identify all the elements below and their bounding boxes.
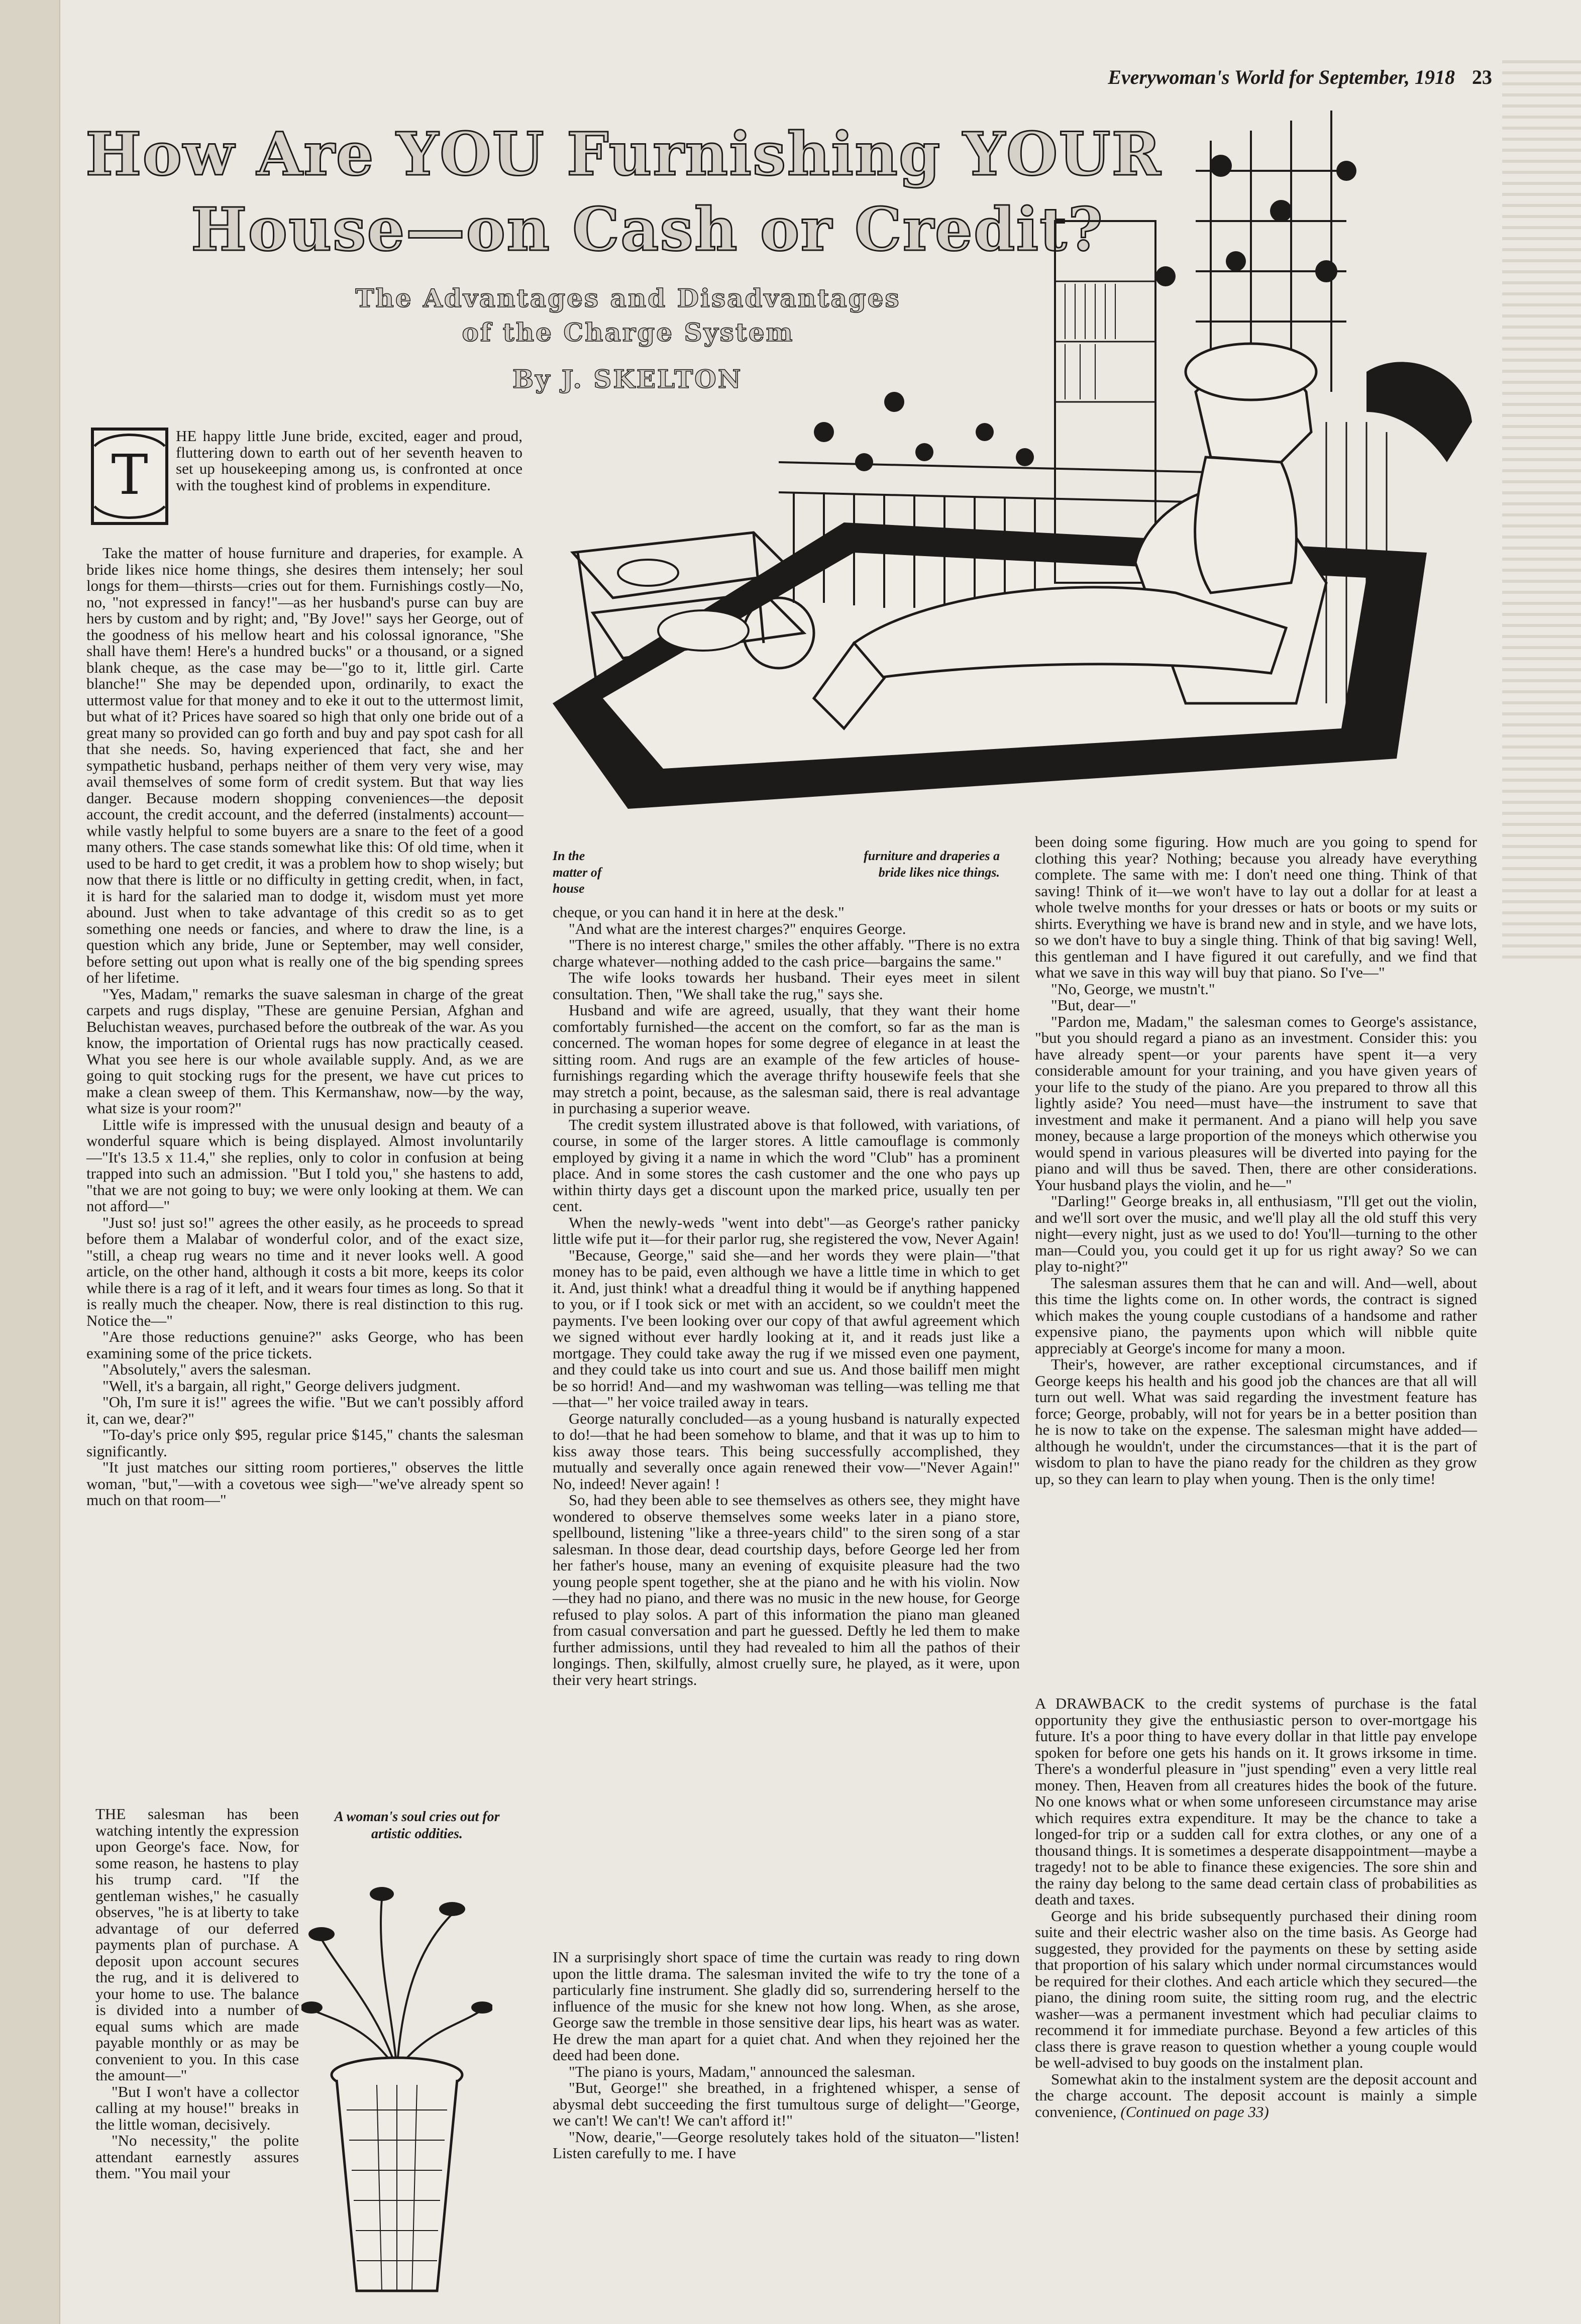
col1-paragraph: "It just matches our sitting room portieres," observes the little woman, "but,"—with a covetous wee sigh—"we've already spent so much on that room—"	[86, 1458, 523, 1509]
illustration-caption-left: In the matter of house	[553, 849, 602, 896]
col2-paragraph: cheque, or you can hand it in here at the desk."	[553, 903, 845, 921]
article-title-line-1: How Are YOU Furnishing YOUR	[85, 119, 1162, 189]
byline: By J. SKELTON	[512, 364, 743, 394]
col2-paragraph: "There is no interest charge," smiles the other affably. "There is no extra charge whatever—nothing added to the cash price—bargains the same."	[553, 936, 1020, 970]
col3-paragraph: "Darling!" George breaks in, all enthusiasm, "I'll get out the violin, and we'll sort over the music, and we'll play all the old stuff this very night—every night, just as we used to do! You'll—turning to the other man—Could you, you could get it up for us right away? So we can play to-night?"	[1035, 1192, 1477, 1275]
col3-paragraph: Their's, however, are rather exceptional circumstances, and if George keeps his health and his good job the chances are that all will turn out well. What was said regarding the investment feature has force; George, probably, will not for years be in a better position than he is now to take on the expense. The salesman might have added—although he wouldn't, under the circumstances—that it is the part of wisdom to plan to have the piano ready for the children as they grow up, so they can learn to play when young. Then is the only time!	[1035, 1355, 1477, 1488]
col3-paragraph: been doing some figuring. How much are you going to spend for clothing this year? Nothing; because you already have everything complete. The same with me: I don't need one thing. Think of that saving! Think of it—we won't have to lay out a dollar for at least a whole twelve months for your dresses or hats or boots or my suits or shirts. Everything we have is brand new and in style, and we have lots, so we don't have to buy a single thing. Think of that big saving! Well, this gentleman and I have figured it out carefully, and we find that what we save in this way will buy that piano. So I've—"	[1035, 833, 1477, 981]
col1-lower-paragraph: THE salesman has been watching intently the expression upon George's face. Now, for some reason, he hastens to play his trump card. "If the gentleman wishes," he casually observes, "he is at liberty to take advantage of our deferred payments plan of purchase. A deposit upon account secures the rug, and it is delivered to your home to use. The balance is divided into a number of equal sums which are made payable monthly or as may be convenient to you. In this case the amount—"	[95, 1805, 299, 2084]
col1-paragraph: Take the matter of house furniture and draperies, for example. A bride likes nice home things, she desires them intensely; her soul longs for them—thirsts—cries out for them. Furnishings costly—No, no, "not expressed in fancy!"—as her husband's purse can buy are hers by custom and by right; and, "By Jove!" says her George, out of the goodness of his mellow heart and his colossal ignorance, "She shall have them! Here's a hundred bucks" or a thousand, or a signed blank cheque, as the case may be—"go to it, little girl. Carte blanche!" She may be depended upon, ordinarily, to exact the uttermost value for that money and to eke it out to the uttermost limit, but what of it? Prices have soared so high that only one bride out of a great many so provided can go forth and buy and pay spot cash for all that she needs. So, having experienced that fact, she and her sympathetic husband, perhaps neither of them very very wise, may avail themselves of some form of credit system. But that way lies danger. Because modern shopping conveniences—the deposit account, the credit account, and the deferred (instalments) account—while vastly helpful to some buyers are a snare to the feet of a good many others. The case stands somewhat like this: Of old time, when it used to be hard to get credit, it was a problem how to shop wisely; but now that there is little or no difficulty in getting credit, when, in fact, it is hard for the salaried man to dodge it, wisdom must yet more abound. Just when to take advantage of this credit so as to get something one needs or fancies, and where to draw the line, is a question which any bride, June or September, may well consider, before setting out upon what is really one of the big spending sprees of her lifetime.	[86, 544, 523, 986]
col2-paragraph: The credit system illustrated above is that followed, with variations, of course, in some of the larger stores. A little camouflage is commonly employed by giving it a name in which the word "Club" has a prominent place. And in some stores the cash customer and the one who pays up within thirty days get a discount upon the marked price, usually ten per cent.	[553, 1115, 1020, 1215]
drop-cap-ornament	[89, 426, 170, 526]
col2-paragraph: When the newly-weds "went into debt"—as George's rather panicky little wife put it—for their parlor rug, she registered the vow, Never Again!	[553, 1213, 1020, 1247]
illustration-woman-chaise	[543, 111, 1487, 839]
col1-paragraph: "Well, it's a bargain, all right," George delivers judgment.	[102, 1377, 461, 1395]
col3-lower-paragraph	[1035, 2071, 1477, 2121]
col3-last-paragraph-text: Somewhat akin to the instalment system are the deposit account and the charge account. The deposit account is mainly a simple convenience,	[1035, 2070, 1477, 2121]
col2-paragraph: "And what are the interest charges?" enquires George.	[569, 919, 906, 937]
col2-lower-paragraph: IN a surprisingly short space of time the curtain was ready to ring down upon the little drama. The salesman invited the wife to try the tone of a particularly fine instrument. She gladly did so, surrendering herself to the influence of the music for she knew not how long. When, as she arose, George saw the tremble in those sensitive dear lips, his heart was as water. He drew the man apart for a quiet chat. And when they rejoined her the deed had been done.	[553, 1948, 1020, 2064]
column-1-lead: HE happy little June bride, excited, eager and proud, fluttering down to earth out of her seventh heaven to set up housekeeping among us, is confronted at once with the toughest kind of problems in expenditure.	[176, 427, 522, 494]
plant-caption: A woman's soul cries out for artistic oddities.	[334, 1809, 500, 1842]
col3-paragraph: "No, George, we mustn't."	[1051, 980, 1215, 998]
illustration-plant-stand	[301, 1859, 492, 2306]
col3-paragraph: The salesman assures them that he can and will. And—well, about this time the lights come on. In other words, the contract is signed which makes the young couple custodians of a handsome and rather expensive piano, the payments upon which will nibble quite appreciably at George's income for many a moon.	[1035, 1274, 1477, 1357]
col3-paragraph: "Pardon me, Madam," the salesman comes to George's assistance, "but you should regard a piano as an investment. Consider this: you have already spent—or your parents have spent it—a very considerable amount for your training, and you have given years of your life to the study of the piano. Are you prepared to throw all this lightly aside? You need—must have—the instrument to save that investment and make it permanent. And a piano will help you save money, because a large proportion of the moneys which otherwise you would spend in various pleasures will be diverted into paying for the piano and will thus be saved. Then, there are other considerations. Your husband plays the violin, and he—"	[1035, 1012, 1477, 1194]
col1-lower-paragraph: "No necessity," the polite attendant earnestly assures them. "You mail your	[95, 2132, 299, 2182]
page-gutter	[0, 0, 60, 2324]
column-1-lower	[95, 1806, 299, 2182]
running-header	[1060, 65, 1492, 89]
drop-cap-letter: T	[111, 443, 148, 507]
col1-paragraph: "Oh, I'm sure it is!" agrees the wifie. "But we can't possibly afford it, can we, dear?"	[86, 1393, 523, 1427]
col2-lower-paragraph: "Now, dearie,"—George resolutely takes hold of the situaton—"listen! Listen carefully to me. I have	[553, 2128, 1020, 2162]
column-3-lower	[1035, 1696, 1477, 2120]
column-2-lower	[553, 1949, 1020, 2162]
col1-paragraph: "Just so! just so!" agrees the other easily, as he proceeds to spread before them a Malabar of wonderful color, and of the exact size, "still, a cheap rug wears no time and it never looks well. A good article, on the other hand, although it costs a bit more, keeps its color while there is a rag of it left, and it wears four times as long. So that it is really much the cheaper. Now, there is real distinction to this rug. Notice the—"	[86, 1213, 523, 1329]
col2-paragraph: The wife looks towards her husband. Their eyes meet in silent consultation. Then, "We shall take the rug," says she.	[553, 969, 1020, 1003]
col3-lower-paragraph: George and his bride subsequently purchased their dining room suite and their electric washer also on the time basis. As George had suggested, they provided for the payments on these by setting aside that proportion of his salary which under normal circumstances would be required for their clothes. And each article which they secured—the piano, the dining room suite, the sitting room rug, and the electric washer—was a permanent investment which had peculiar claims to recommend it for immediate purchase. Beyond a few articles of this class there is grave reason to question whether a young couple would be well-advised to buy goods on the instalment plan.	[1035, 1907, 1477, 2071]
col3-paragraph: "But, dear—"	[1051, 996, 1136, 1014]
col1-lower-paragraph: "But I won't have a collector calling at my house!" breaks in the little woman, decisively.	[95, 2082, 299, 2133]
illustration-caption-right: furniture and draperies a bride likes nice things.	[864, 849, 1000, 880]
continued-on-link[interactable]: (Continued on page 33)	[1120, 2102, 1269, 2121]
col1-paragraph: "Yes, Madam," remarks the suave salesman in charge of the great carpets and rugs display, "These are genuine Persian, Afghan and Beluchistan weaves, purchased before the outbreak of the war. As you know, the importation of Oriental rugs has now practically ceased. What you see here is our whole available supply. And, as we are going to quit stocking rugs for the present, we have cut prices to make a clean sweep of them. This Kermanshaw, now—by the way, what size is your room?"	[86, 985, 523, 1117]
column-3	[1035, 834, 1477, 1487]
col2-paragraph: Husband and wife are agreed, usually, that they want their home comfortably furnished—the accent on the comfort, so far as the man is concerned. The woman hopes for some degree of elegance in at least the sitting room. And rugs are an example of the few articles of house-furnishings regarding which the average thrifty housewife feels that she may stretch a point, because, as the salesman said, there is real advantage in purchasing a superior weave.	[553, 1001, 1020, 1117]
col3-lower-paragraph: A DRAWBACK to the credit systems of purchase is the fatal opportunity they give the enthusiastic person to over-mortgage his future. It's a poor thing to have every dollar in that little pay envelope spoken for before one gets his hands on it. It grows irksome in time. There's a wonderful pleasure in "just spending" even a very little real money. Then, Heaven from all creatures hides the book of the future. No one knows what or when some unforeseen circumstance may arise which requires extra expenditure. It may be the chance to take a longed-for trip or a sudden call for extra clothes, or any one of a thousand things. It is sometimes a desperate disappointment—maybe a tragedy! not to be able to finance these exigencies. The sore shin and the rainy day belong to the same dead certain class of probabilities as death and taxes.	[1035, 1695, 1477, 1908]
subtitle-line-2: of the Charge System	[462, 317, 794, 347]
col1-paragraph: "To-day's price only $95, regular price $145," chants the salesman significantly.	[86, 1426, 523, 1460]
col2-lower-paragraph: "But, George!" she breathed, in a frightened whisper, a sense of abysmal debt succeeding the first tumultous surge of delight—"George, we can't! We can't! We can't afford it!"	[553, 2079, 1020, 2129]
bleed-through-shadow	[1502, 60, 1581, 965]
article-title-line-2: House—on Cash or Credit?	[191, 194, 1104, 264]
col2-paragraph: George naturally concluded—as a young husband is naturally expected to do!—that he had been somehow to blame, and that it was up to him to kiss away those tears. This being successfully accomplished, they mutually and severally once again renewed their vow—"Never Again!" No, indeed! Never again! !	[553, 1409, 1020, 1493]
col1-paragraph: Little wife is impressed with the unusual design and beauty of a wonderful square which is being displayed. Almost involuntarily—"It's 13.5 x 11.4," she replies, only to color in confusion at being trapped into such an admission. "But I told you," she hastens to add, "that we are not going to buy; we were only looking at them. We can not afford—"	[86, 1115, 523, 1215]
column-1	[86, 545, 523, 1509]
subtitle-line-1: The Advantages and Disadvantages	[355, 283, 901, 313]
col2-lower-paragraph: "The piano is yours, Madam," announced the salesman.	[569, 2062, 915, 2080]
col2-paragraph: "Because, George," said she—and her words they were plain—"that money has to be paid, even although we have a little time in which to get it. And, just think! what a dreadful thing it would be if anything happened to you, or if I took sick or met with an accident, so we couldn't meet the payments. I've been looking over our copy of that awful agreement which we signed without ever hardly looking at it, and it reads just like a mortgage. They could take away the rug if we missed even one payment, and they could take us into court and sue us. And those bailiff men might be so horrid! And—and my washwoman was telling—was telling me that—that—" her voice trailed away in tears.	[553, 1246, 1020, 1411]
col1-paragraph: "Absolutely," avers the salesman.	[102, 1360, 311, 1378]
col2-paragraph: So, had they been able to see themselves as others see, they might have wondered to observe themselves some weeks later in a piano store, spellbound, listening "like a three-years child" to the siren song of a star salesman. In those dear, dead courtship days, before George led her from her father's house, many an evening of exquisite pleasure had the two young people spent together, she at the piano and he with his violin. Now—they had no piano, and there was no music in the new house, for George refused to play solos. A part of this information the piano man gleaned from casual conversation and part he guessed. Deftly he led them to make further admissions, until they had revealed to him all the pathos of their longings. Then, skilfully, almost cruelly sure, he played, as it were, upon their very heart strings.	[553, 1491, 1020, 1688]
page-number: 23	[1472, 66, 1492, 88]
running-title: Everywoman's World for September, 1918	[1108, 66, 1455, 88]
col1-paragraph: "Are those reductions genuine?" asks George, who has been examining some of the price tickets.	[86, 1328, 523, 1362]
column-2	[553, 904, 1020, 1688]
